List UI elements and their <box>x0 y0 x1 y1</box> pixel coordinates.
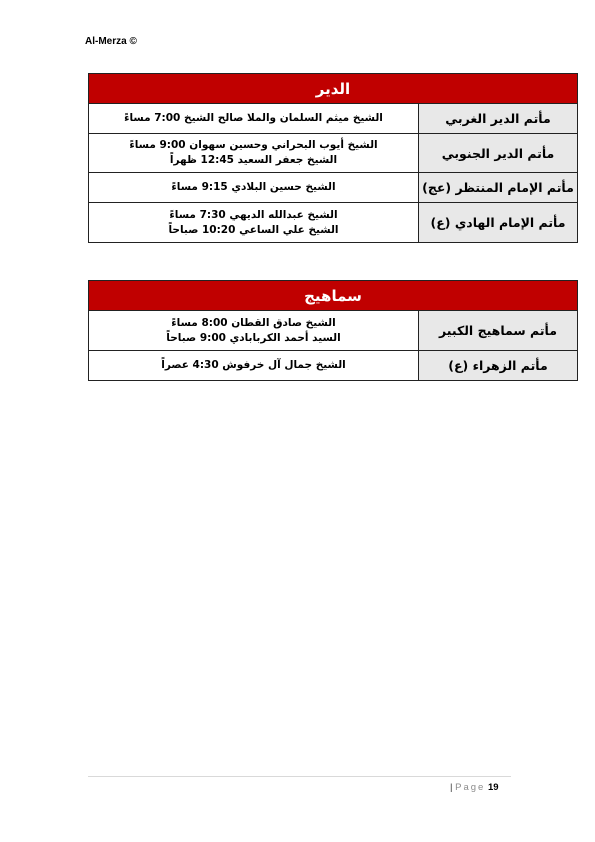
time-line: الشيخ حسين البلادي 9:15 مساءً <box>171 181 336 193</box>
place-cell: مأتم الإمام الهادي (ع) <box>419 203 578 243</box>
time-line: الشيخ علي الساعي 10:20 صباحاً <box>168 223 339 236</box>
table-row <box>89 311 578 351</box>
table-row <box>89 351 578 381</box>
section-header-row <box>89 281 578 311</box>
time-line: الشيخ جعفر السعيد 12:45 ظهراً <box>169 154 338 166</box>
table-row <box>89 134 578 173</box>
schedule-table-aldair <box>88 73 578 243</box>
time-line: الشيخ عبدالله الديهي 7:30 مساءً <box>169 208 338 221</box>
times-cell <box>89 203 419 243</box>
time-line: الشيخ أيوب البحراني وحسين سهوان 9:00 مساءً <box>129 139 378 151</box>
table-row <box>89 104 578 134</box>
place-cell: مأتم الزهراء (ع) <box>419 351 578 381</box>
times-cell <box>89 311 419 351</box>
table-row <box>89 203 578 243</box>
place-cell: مأتم سماهيج الكبير <box>419 311 578 351</box>
page-number: 19 <box>487 782 499 793</box>
place-cell: مأتم الدير الجنوبي <box>419 134 578 173</box>
section-title: سماهيج <box>89 281 578 311</box>
page-label: Page <box>455 782 486 793</box>
schedule-table-samaheej <box>88 280 578 381</box>
times-cell <box>89 134 419 173</box>
time-line: الشيخ صادق القطان 8:00 مساءً <box>171 316 336 329</box>
time-line: الشيخ ميثم السلمان والملا صالح الشيخ 7:00 مساءً <box>124 112 383 124</box>
footer-divider <box>88 776 511 777</box>
times-cell <box>89 351 419 381</box>
times-cell <box>89 104 419 134</box>
table-row <box>89 173 578 203</box>
brand-header: Al-Merza © <box>85 36 137 47</box>
place-cell: مأتم الدير الغربي <box>419 104 578 134</box>
times-cell <box>89 173 419 203</box>
footer-pipe: | <box>450 782 453 793</box>
time-line: الشيخ جمال آل خرفوش 4:30 عصراً <box>161 359 346 371</box>
section-header-row <box>89 74 578 104</box>
time-line: السيد أحمد الكربابادي 9:00 صباحاً <box>166 331 341 344</box>
section-title: الدير <box>89 74 578 104</box>
page-footer <box>450 782 499 793</box>
place-cell: مأتم الإمام المنتظر (عج) <box>419 173 578 203</box>
